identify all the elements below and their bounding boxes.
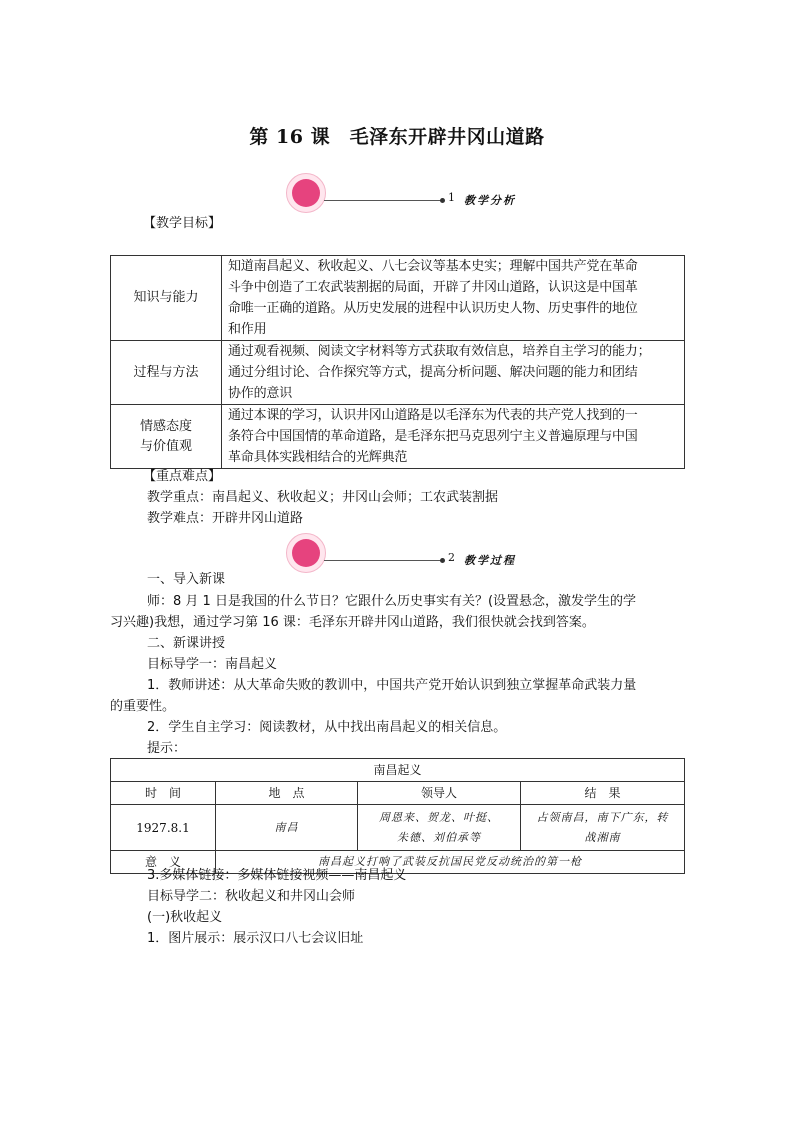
intro-paragraph-line: 习兴趣)我想，通过学习第 16 课：毛泽东开辟井冈山道路，我们很快就会找到答案。 xyxy=(110,615,595,630)
goal-description: 通过观看视频、阅读文字材料等方式获取有效信息，培养自主学习的能力； 通过分组讨论、合作探究等方式，提高分析问题、解决问题的能力和团结 协作的意识 xyxy=(222,341,685,405)
step-1-line: 1．教师讲述：从大革命失败的教训中，中国共产党开始认识到独立掌握革命武装力量 xyxy=(147,678,637,693)
table-header-row xyxy=(111,782,685,805)
column-header: 时 间 xyxy=(111,782,216,805)
goal-guide-2: 目标导学二：秋收起义和井冈山会师 xyxy=(147,889,356,904)
result-cell: 占领南昌，南下广东，转 战湘南 xyxy=(521,805,685,851)
key-heading: 【重点难点】 xyxy=(143,469,222,484)
sub-step-1: 1．图片展示：展示汉口八七会议旧址 xyxy=(147,931,364,946)
goals-heading: 【教学目标】 xyxy=(143,216,222,231)
meaning-cell: 南昌起义打响了武装反抗国民党反动统治的第一枪 xyxy=(216,851,685,874)
sub-heading-autumn-harvest: (一)秋收起义 xyxy=(147,910,223,925)
time-cell: 1927.8.1 xyxy=(111,805,216,851)
table-caption-row xyxy=(111,759,685,782)
step-2: 2．学生自主学习：阅读教材，从中找出南昌起义的相关信息。 xyxy=(147,720,507,735)
banner-line xyxy=(324,200,442,201)
goal-description: 通过本课的学习，认识井冈山道路是以毛泽东为代表的共产党人找到的一 条符合中国国情的革命道路，是毛泽东把马克思列宁主义普遍原理与中国 革命具体实践相结合的光辉典范 xyxy=(222,405,685,469)
new-lesson-heading: 二、新课讲授 xyxy=(147,636,226,651)
banner-number: 2 xyxy=(448,551,455,564)
banner-dot xyxy=(440,198,445,203)
banner-number: 1 xyxy=(448,191,455,204)
hint-label: 提示： xyxy=(147,741,187,756)
step-3: 3.多媒体链接：多媒体链接视频——南昌起义 xyxy=(147,868,407,883)
step-1-line: 的重要性。 xyxy=(110,699,176,714)
banner-label: 教学分析 xyxy=(464,194,516,207)
goal-category: 情感态度 与价值观 xyxy=(111,405,222,469)
pink-circle-icon xyxy=(286,533,326,573)
banner-label: 教学过程 xyxy=(464,554,516,567)
column-header: 领导人 xyxy=(358,782,521,805)
intro-paragraph-line: 师：8 月 1 日是我国的什么节日？它跟什么历史事实有关？(设置悬念，激发学生的学 xyxy=(147,594,637,609)
table-row xyxy=(111,341,685,405)
table-row xyxy=(111,405,685,469)
section-banner-process xyxy=(286,533,586,573)
meaning-label: 意 义 xyxy=(111,851,216,874)
difficult-points: 教学难点：开辟井冈山道路 xyxy=(147,511,304,526)
section-banner-analysis xyxy=(286,173,586,213)
goal-category: 知识与能力 xyxy=(111,256,222,341)
leaders-cell: 周恩来、贺龙、叶挺、 朱德、刘伯承等 xyxy=(358,805,521,851)
pink-circle-icon xyxy=(286,173,326,213)
column-header: 地 点 xyxy=(216,782,358,805)
nanchang-uprising-table xyxy=(110,758,685,874)
banner-line xyxy=(324,560,442,561)
lesson-title: 第 16 课 毛泽东开辟井冈山道路 xyxy=(249,126,545,148)
teaching-goals-table xyxy=(110,255,685,469)
intro-heading: 一、导入新课 xyxy=(147,572,226,587)
goal-category: 过程与方法 xyxy=(111,341,222,405)
goal-guide-1: 目标导学一：南昌起义 xyxy=(147,657,278,672)
table-row xyxy=(111,256,685,341)
column-header: 结 果 xyxy=(521,782,685,805)
place-cell: 南昌 xyxy=(216,805,358,851)
key-points: 教学重点：南昌起义、秋收起义；井冈山会师；工农武装割据 xyxy=(147,490,499,505)
banner-dot xyxy=(440,558,445,563)
table-caption: 南昌起义 xyxy=(111,759,685,782)
table-row xyxy=(111,805,685,851)
goal-description: 知道南昌起义、秋收起义、八七会议等基本史实；理解中国共产党在革命 斗争中创造了工农武装割据的局面，开辟了井冈山道路，认识这是中国革 命唯一正确的道路。从历史发展的进程中认识历史人物、历史事件的地位 和作用 xyxy=(222,256,685,341)
